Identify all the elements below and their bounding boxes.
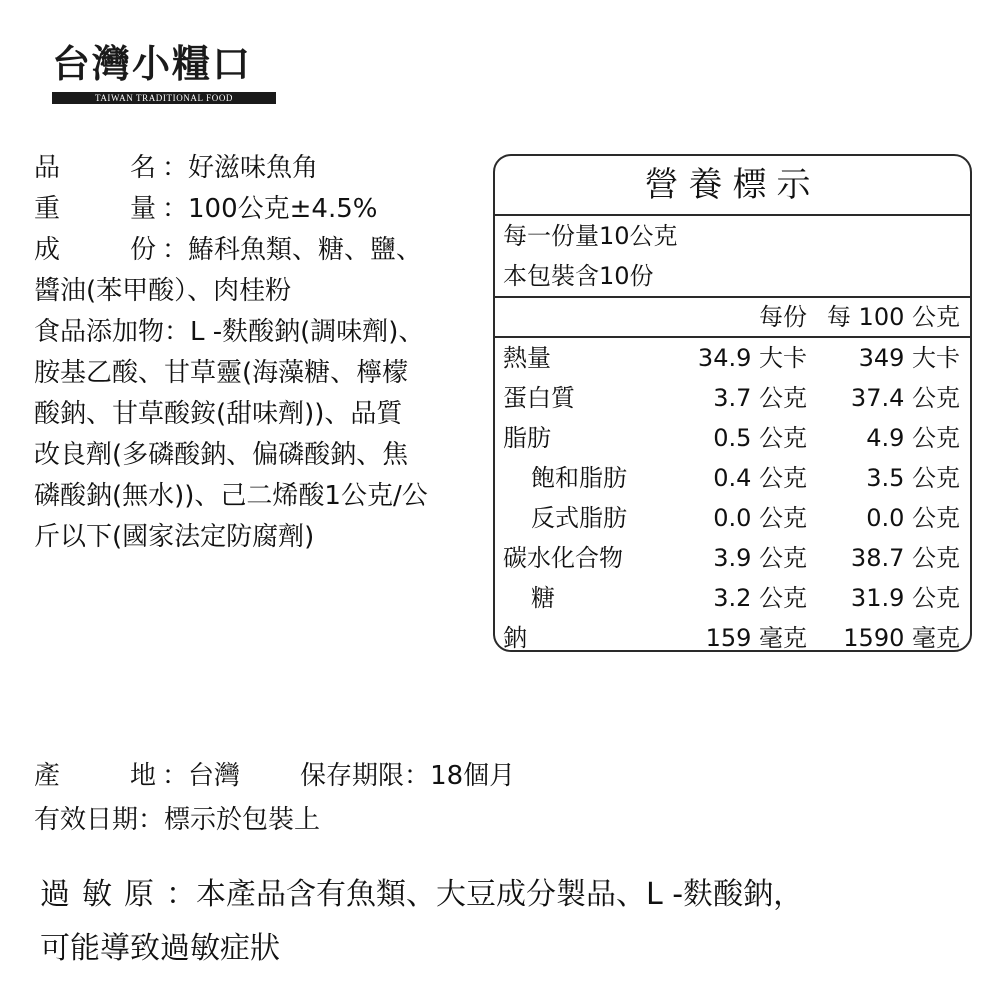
ingredients-label: 成 份 — [34, 235, 157, 265]
nutrition-facts-table — [493, 154, 972, 652]
nutrient-per-100g: 31.9 公克 — [850, 584, 960, 612]
origin-label: 產 地 — [34, 761, 157, 791]
origin-row: 產 地 ：台灣 保存期限：18個月 — [34, 754, 515, 798]
expiry-row: 有效日期：標示於包裝上 — [34, 805, 321, 835]
origin-expiry-block — [34, 754, 515, 842]
nutrition-row-protein — [495, 378, 970, 418]
weight-value: 100公克±4.5% — [188, 194, 378, 224]
additives-line-3: 酸鈉、甘草酸銨(甜味劑))、品質 — [34, 399, 403, 429]
nutrient-per-100g: 1590 毫克 — [843, 624, 960, 652]
allergen-line-1: 過敏原：本產品含有魚類、大豆成分製品、L -麩酸鈉， — [40, 877, 804, 912]
nutrient-name: 碳水化合物 — [503, 544, 623, 572]
nutrient-per-100g: 38.7 公克 — [850, 544, 960, 572]
col-per-100g: 每 100 公克 — [826, 303, 960, 331]
nutrition-header-row — [495, 296, 970, 338]
allergen-line-2: 可能導致過敏症狀 — [40, 931, 280, 966]
nutrient-per-serving: 3.2 公克 — [713, 584, 807, 612]
nutrient-name: 反式脂肪 — [531, 504, 627, 532]
additives-line-5: 磷酸鈉(無水))、己二烯酸1公克/公 — [34, 481, 428, 511]
product-name-label: 品 名 — [34, 153, 157, 183]
logo-chinese-text: 台灣小糧口 — [52, 41, 253, 86]
origin-value: 台灣 — [188, 761, 241, 791]
product-name-row: 品 名 ：好滋味魚角 — [34, 148, 494, 189]
nutrient-name: 糖 — [531, 584, 555, 612]
nutrient-per-serving: 0.4 公克 — [713, 464, 807, 492]
nutrient-per-serving: 34.9 大卡 — [697, 344, 807, 372]
allergen-label: 過敏原 — [40, 877, 166, 912]
additives-line-2: 胺基乙酸、甘草靈(海藻糖、檸檬 — [34, 358, 409, 388]
expiry-label: 有效日期 — [34, 805, 139, 835]
logo-english-text: TAIWAN TRADITIONAL FOOD — [52, 92, 276, 104]
ingredients-line-2: 醬油(苯甲酸）、肉桂粉 — [34, 276, 292, 306]
nutrient-per-serving: 159 毫克 — [705, 624, 807, 652]
shelf-life-label: 保存期限 — [300, 761, 405, 791]
product-info — [34, 148, 494, 558]
brand-logo — [52, 40, 276, 104]
additives-line-1: 食品添加物：L -麩酸鈉(調味劑)、 — [34, 317, 425, 347]
nutrient-per-100g: 4.9 公克 — [866, 424, 960, 452]
shelf-life-value: 18個月 — [430, 761, 516, 791]
nutrition-row-sugar — [495, 578, 970, 618]
ingredients-line-1: 鰆科魚類、糖、鹽、 — [188, 235, 423, 265]
nutrition-row-fat — [495, 418, 970, 458]
nutrient-per-100g: 3.5 公克 — [866, 464, 960, 492]
nutrition-row-sodium — [495, 618, 970, 652]
allergen-text: 本產品含有魚類、大豆成分製品、L -麩酸鈉， — [196, 877, 804, 912]
allergen-notice — [40, 868, 970, 976]
nutrition-row-trans-fat — [495, 498, 970, 538]
nutrition-row-carbohydrate — [495, 538, 970, 578]
nutrition-row-energy — [495, 338, 970, 378]
nutrient-per-serving: 0.0 公克 — [713, 504, 807, 532]
weight-row: 重 量 ：100公克±4.5% — [34, 189, 494, 230]
product-name-value: 好滋味魚角 — [188, 153, 319, 183]
nutrient-per-100g: 0.0 公克 — [866, 504, 960, 532]
additives-line-6: 斤以下(國家法定防腐劑) — [34, 522, 315, 552]
ingredients-row: 成 份 ：鰆科魚類、糖、鹽、 — [34, 230, 494, 271]
nutrient-name: 飽和脂肪 — [531, 464, 627, 492]
nutrient-per-serving: 3.9 公克 — [713, 544, 807, 572]
nutrient-per-serving: 0.5 公克 — [713, 424, 807, 452]
nutrient-per-100g: 37.4 公克 — [850, 384, 960, 412]
servings-per-package: 本包裝含10份 — [503, 262, 654, 290]
weight-label: 重 量 — [34, 194, 157, 224]
nutrient-per-100g: 349 大卡 — [858, 344, 960, 372]
nutrient-name: 鈉 — [503, 624, 527, 652]
col-per-serving: 每份 — [759, 303, 807, 331]
expiry-value: 標示於包裝上 — [164, 805, 321, 835]
additives-line-4: 改良劑(多磷酸鈉、偏磷酸鈉、焦 — [34, 440, 409, 470]
nutrient-name: 脂肪 — [503, 424, 551, 452]
nutrition-row-saturated-fat — [495, 458, 970, 498]
nutrient-name: 蛋白質 — [503, 384, 575, 412]
nutrition-title: 營養標示 — [495, 156, 970, 216]
serving-size: 每一份量10公克 — [503, 222, 678, 250]
nutrient-name: 熱量 — [503, 344, 551, 372]
nutrient-per-serving: 3.7 公克 — [713, 384, 807, 412]
